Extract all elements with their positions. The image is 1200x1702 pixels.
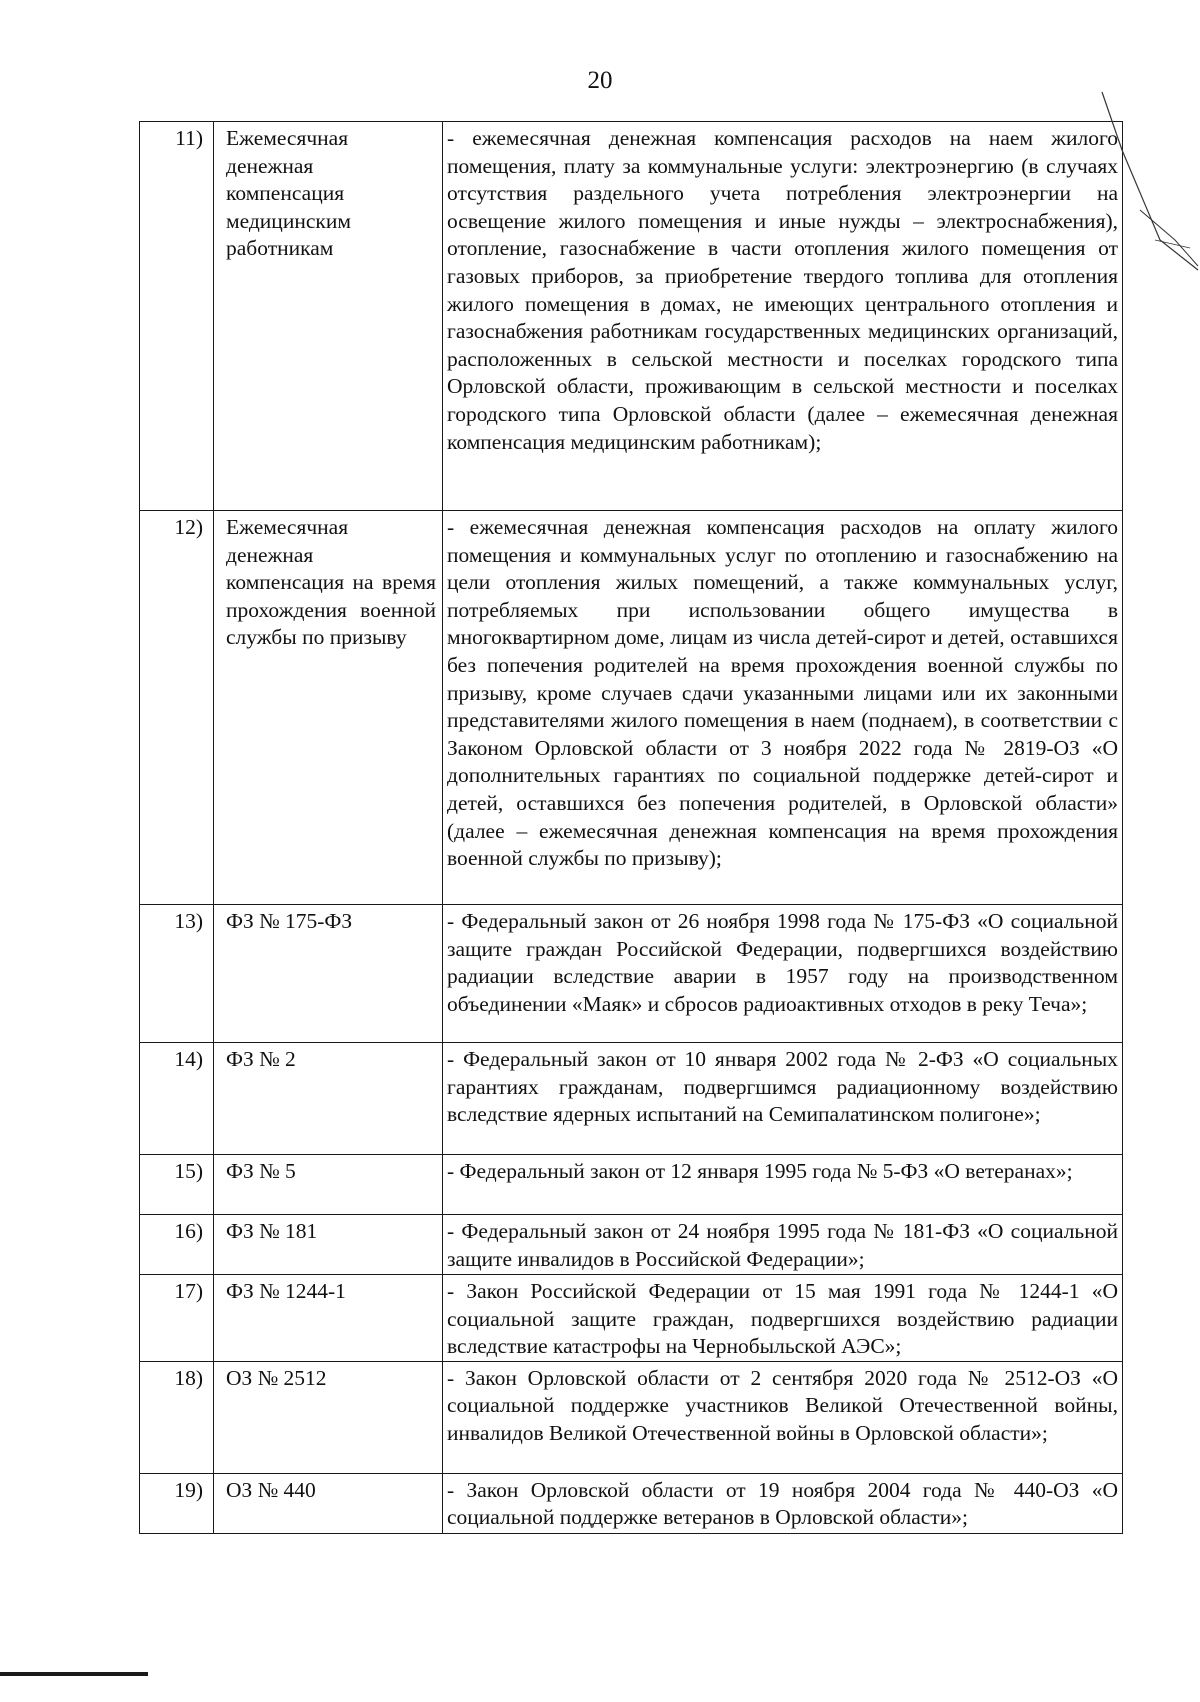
term-definition: - Федеральный закон от 10 января 2002 года № 2-ФЗ «О социальных гарантиях гражданам, подвергшимся радиационному воздействию вследствие ядерных испытаний на Семипалатинском полигоне»; [443,1043,1123,1155]
term-definition: - Федеральный закон от 24 ноября 1995 года № 181-ФЗ «О социальной защите инвалидов в Российской Федерации»; [443,1215,1123,1275]
term-name: Ежемесячная денежная компенсация медицинским работникам [214,122,443,511]
term-name: ФЗ № 5 [214,1155,443,1215]
table-row [140,122,1123,511]
table-row [140,1275,1123,1362]
table-row [140,1215,1123,1275]
term-definition: - Закон Российской Федерации от 15 мая 1991 года № 1244-1 «О социальной защите граждан, подвергшихся воздействию радиации вследствие катастрофы на Чернобыльской АЭС»; [443,1275,1123,1362]
term-definition: - ежемесячная денежная компенсация расходов на оплату жилого помещения и коммунальных услуг по отоплению и газоснабжению на цели отопления жилых помещений, а также коммунальных услуг, потребляемых при использовании общего имущества в многоквартирном доме, лицам из числа детей-сирот и детей, оставшихся без попечения родителей на время прохождения военной службы по призыву, кроме случаев сдачи указанными лицами или их законными представителями жилого помещения в наем (поднаем), в соответствии с Законом Орловской области от 3 ноября 2022 года № 2819-ОЗ «О дополнительных гарантиях по социальной поддержке детей-сирот и детей, оставшихся без попечения родителей, в Орловской области» (далее – ежемесячная денежная компенсация на время прохождения военной службы по призыву); [443,511,1123,905]
term-definition: - ежемесячная денежная компенсация расходов на наем жилого помещения, плату за коммунальные услуги: электроэнергию (в случаях отсутствия раздельного учета потребления электроэнергии на освещение жилого помещения и иные нужды – электроснабжения), отопление, газоснабжение в части отопления жилого помещения от газовых приборов, за приобретение твердого топлива для отопления жилого помещения в домах, не имеющих центрального отопления и газоснабжения работникам государственных медицинских организаций, расположенных в сельской местности и поселках городского типа Орловской области, проживающим в сельской местности и поселках городского типа Орловской области (далее – ежемесячная денежная компенсация медицинским работникам); [443,122,1123,511]
term-name: ФЗ № 181 [214,1215,443,1275]
bottom-rule [0,1672,148,1676]
page-number: 20 [587,67,613,94]
term-name: Ежемесячная денежная компенсация на время прохождения военной службы по призыву [214,511,443,905]
table-row [140,905,1123,1043]
term-name: ФЗ № 2 [214,1043,443,1155]
row-number: 13) [140,905,214,1043]
term-name: ОЗ № 2512 [214,1361,443,1473]
definitions-table [139,121,1123,1534]
row-number: 12) [140,511,214,905]
term-name: ФЗ № 175-ФЗ [214,905,443,1043]
margin-pen-marks [1100,90,1200,290]
table-row [140,1473,1123,1533]
table-row [140,511,1123,905]
term-definition: - Закон Орловской области от 2 сентября 2020 года № 2512-ОЗ «О социальной поддержке участников Великой Отечественной войны, инвалидов Великой Отечественной войны в Орловской области»; [443,1361,1123,1473]
row-number: 15) [140,1155,214,1215]
table-row [140,1155,1123,1215]
term-definition: - Федеральный закон от 12 января 1995 года № 5-ФЗ «О ветеранах»; [443,1155,1123,1215]
row-number: 18) [140,1361,214,1473]
term-name: ОЗ № 440 [214,1473,443,1533]
table-row [140,1043,1123,1155]
row-number: 11) [140,122,214,511]
row-number: 14) [140,1043,214,1155]
table-row [140,1361,1123,1473]
term-definition: - Закон Орловской области от 19 ноября 2004 года № 440-ОЗ «О социальной поддержке ветеранов в Орловской области»; [443,1473,1123,1533]
term-name: ФЗ № 1244-1 [214,1275,443,1362]
row-number: 19) [140,1473,214,1533]
row-number: 17) [140,1275,214,1362]
term-definition: - Федеральный закон от 26 ноября 1998 года № 175-ФЗ «О социальной защите граждан Российской Федерации, подвергшихся воздействию радиации вследствие аварии в 1957 году на производственном объединении «Маяк» и сбросов радиоактивных отходов в реку Теча»; [443,905,1123,1043]
row-number: 16) [140,1215,214,1275]
